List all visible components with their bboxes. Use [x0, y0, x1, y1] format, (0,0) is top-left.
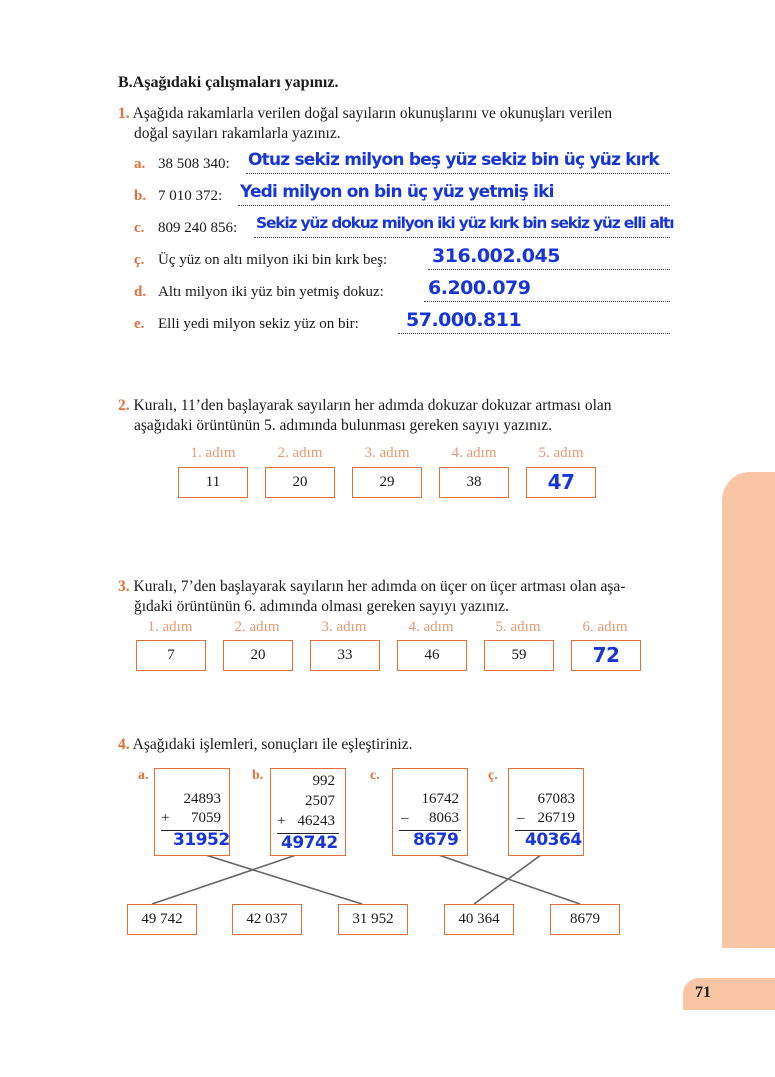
operation-b [270, 768, 346, 856]
q2-step-box: 11 [178, 467, 248, 498]
q3-step-box: 33 [310, 640, 380, 671]
op-num2: 7059 [191, 810, 221, 826]
op-answer-cc[interactable]: 40364 [525, 830, 582, 850]
question-4-text: Aşağıdaki işlemleri, sonuçları ile eşleştiriniz. [132, 736, 413, 753]
match-line-a [196, 852, 362, 904]
q3-step-box: 46 [397, 640, 467, 671]
op-num1: 16742 [421, 791, 459, 807]
question-3-text-line1: Kuralı, 7’den başlayarak sayıların her adımda on üçer on üçer artması olan aşa- [133, 578, 626, 595]
result-box[interactable]: 8679 [550, 904, 620, 935]
match-line-c [430, 852, 580, 904]
q3-step-label: 2. adım [234, 619, 280, 635]
q1-answer-a[interactable]: Otuz sekiz milyon beş yüz sekiz bin üç yüz kırk [248, 150, 659, 170]
q1-item-letter: c. [134, 220, 145, 236]
q2-step-box: 29 [352, 467, 422, 498]
result-box[interactable]: 40 364 [444, 904, 514, 935]
question-2-number: 2. [118, 397, 130, 414]
q2-step-box: 38 [439, 467, 509, 498]
q1-answer-c[interactable]: Sekiz yüz dokuz milyon iki yüz kırk bin sekiz yüz elli altı [256, 214, 674, 232]
question-2-text-line2: aşağıdaki örüntünün 5. adımında bulunması gereken sayıyı yazınız. [134, 417, 552, 434]
q3-step-label: 4. adım [408, 619, 454, 635]
q1-answer-d[interactable]: 6.200.079 [428, 277, 531, 299]
q3-step-box: 7 [136, 640, 206, 671]
op-num2: 8063 [429, 810, 459, 826]
q1-item-prompt: Üç yüz on altı milyon iki bin kırk beş: [158, 252, 388, 268]
operation-a [154, 768, 230, 856]
result-box[interactable]: 31 952 [338, 904, 408, 935]
q2-step-label: 3. adım [364, 445, 410, 461]
question-1-text-line1: Aşağıda rakamlarla verilen doğal sayıların okunuşlarını ve okunuşları verilen [132, 105, 613, 122]
operation-c [392, 768, 468, 856]
q3-step-box: 59 [484, 640, 554, 671]
op-num3: 46243 [297, 813, 335, 829]
op-answer-a[interactable]: 31952 [173, 830, 230, 850]
q1-item-prompt: 809 240 856: [158, 220, 238, 236]
question-1-text-line2: doğal sayıları rakamlarla yazınız. [134, 125, 341, 142]
q1-item-letter: e. [134, 316, 145, 332]
result-box[interactable]: 49 742 [127, 904, 197, 935]
q3-step-label: 5. adım [495, 619, 541, 635]
question-3-text-line2: ğıdaki örüntünün 6. adımında olması gereken sayıyı yazınız. [134, 598, 509, 615]
q1-item-prompt: 38 508 340: [158, 156, 230, 172]
q2-answer-box[interactable]: 47 [526, 467, 596, 498]
q1-answer-e[interactable]: 57.000.811 [406, 309, 522, 331]
q1-item-prompt: 7 010 372: [158, 188, 223, 204]
op-answer-c[interactable]: 8679 [413, 830, 459, 850]
op-num2: 2507 [305, 793, 335, 809]
op-letter: b. [252, 768, 264, 783]
question-1-number: 1. [118, 105, 130, 122]
op-letter: c. [370, 768, 380, 783]
op-letter: a. [138, 768, 149, 783]
q3-step-box: 20 [223, 640, 293, 671]
op-sign: – [517, 810, 525, 826]
q3-answer-box[interactable]: 72 [571, 640, 641, 671]
op-num1: 992 [312, 773, 335, 789]
q2-step-label: 2. adım [277, 445, 323, 461]
q1-item-letter: b. [134, 188, 147, 204]
q3-step-label: 6. adım [582, 619, 628, 635]
q2-step-label: 1. adım [190, 445, 236, 461]
q1-answer-b[interactable]: Yedi milyon on bin üç yüz yetmiş iki [240, 182, 554, 202]
q1-answer-cc[interactable]: 316.002.045 [432, 245, 560, 267]
q2-step-label: 5. adım [538, 445, 584, 461]
match-line-cc [474, 852, 545, 904]
question-2-text-line1: Kuralı, 11’den başlayarak sayıların her adımda dokuzar dokuzar artması olan [133, 397, 612, 414]
match-line-b [152, 852, 305, 904]
op-sign: + [161, 810, 170, 826]
q1-item-letter: d. [134, 284, 147, 300]
op-num1: 67083 [537, 791, 575, 807]
section-title: B.Aşağıdaki çalışmaları yapınız. [118, 74, 339, 91]
op-num1: 24893 [183, 791, 221, 807]
question-3-number: 3. [118, 578, 130, 595]
op-answer-b[interactable]: 49742 [281, 833, 338, 853]
result-box[interactable]: 42 037 [232, 904, 302, 935]
q1-item-letter: a. [134, 156, 146, 172]
q2-step-box: 20 [265, 467, 335, 498]
page-number: 71 [695, 984, 711, 1001]
question-4-number: 4. [118, 736, 130, 753]
q2-step-label: 4. adım [451, 445, 497, 461]
q1-item-prompt: Altı milyon iki yüz bin yetmiş dokuz: [158, 284, 384, 300]
q1-item-prompt: Elli yedi milyon sekiz yüz on bir: [158, 316, 359, 332]
operation-cc [508, 768, 584, 856]
op-sign: + [277, 813, 286, 829]
op-num2: 26719 [537, 810, 575, 826]
q3-step-label: 3. adım [321, 619, 367, 635]
op-sign: – [401, 810, 409, 826]
op-letter: ç. [488, 768, 498, 783]
q1-item-letter: ç. [134, 252, 145, 268]
q3-step-label: 1. adım [147, 619, 193, 635]
